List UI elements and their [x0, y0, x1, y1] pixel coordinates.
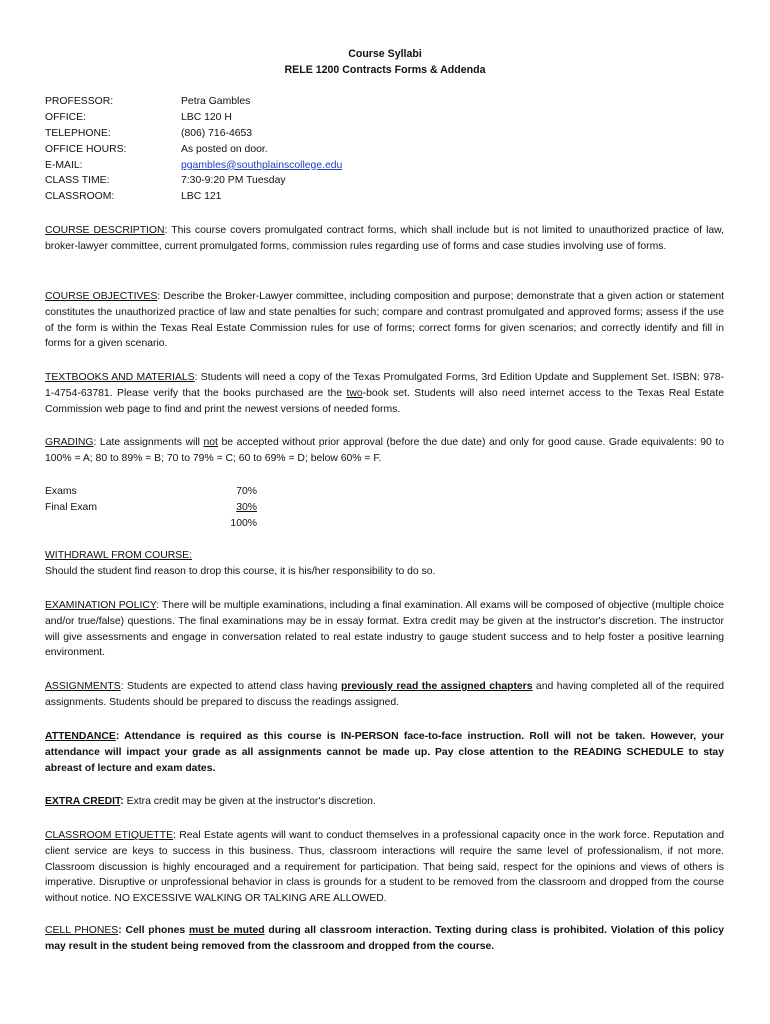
textbooks-text-b: -book set. Students will also need internet access to the Texas Real Estate Commission web page to find and print the newest versions of needed forms.: [45, 387, 724, 415]
info-row-telephone: [45, 126, 342, 142]
exams-label: Exams: [45, 486, 77, 497]
course-objectives-text: : Describe the Broker-Lawyer committee, including composition and purpose; demonstrate that a given action or statement constitutes the unauthorized practice of law and state penalties for such; compare and contrast promulgated and approved forms; assess if the use of the form is within the Texas Real Estate Commission rules for use of forms; correct forms for given scenarios; and correctly identify and fill in forms for a given scenario.: [45, 291, 724, 350]
instructor-info: [45, 94, 342, 205]
grading-text-b: be accepted without prior approval (before the due date) and only for good cause. Grade equivalents: 90 to 100% = A; 80 to 89% = B; 70 to 79% = C; 60 to 69% = D; below 60% = F.: [45, 437, 724, 464]
withdrawal-heading: WITHDRAWL FROM COURSE:: [45, 550, 193, 561]
textbooks-text-a: : Students will need a copy of the Texas Promulgated Forms, 3rd Edition Update and Supplement Set. ISBN: 978-1-4754-63781. Please verify that the books purchased are the: [45, 372, 724, 399]
section-assignments: [45, 679, 724, 711]
telephone-value: (806) 716-4653: [181, 127, 253, 139]
class-time-value: 7:30-9:20 PM Tuesday: [181, 175, 286, 187]
telephone-label: TELEPHONE:: [45, 127, 111, 139]
email-link[interactable]: pgambles@southplainscollege.edu: [181, 159, 343, 171]
extra-credit-heading: EXTRA CREDIT: [45, 796, 121, 807]
grade-row-final: [45, 500, 257, 516]
cell-phones-text-a: : Cell phones: [118, 925, 189, 936]
section-grading: [45, 435, 724, 467]
exams-value: 70%: [236, 486, 257, 497]
final-exam-label: Final Exam: [45, 502, 97, 513]
withdrawal-text: Should the student find reason to drop this course, it is his/her responsibility to do so.: [45, 565, 436, 577]
cell-phones-muted: must be muted: [188, 925, 265, 936]
info-row-office-hours: [45, 142, 342, 158]
professor-label: PROFESSOR:: [45, 96, 114, 107]
assignments-emphasis: previously read the assigned chapters: [340, 681, 533, 692]
attendance-text: : Attendance is required as this course is IN-PERSON face-to-face instruction. Roll will not be taken. However, your attendance will impact your grade as all assignments cannot be made up. Pay close attention to the READING SCHEDULE to stay abreast of lecture and exam dates.: [45, 731, 724, 774]
assignments-text-a: : Students are expected to attend class having: [120, 681, 341, 692]
classroom-etiquette-text: : Real Estate agents will want to conduct themselves in a professional capacity once in the work force. Reputation and client service are keys to success in this business. Thus, classroom interactions will require the same level of professionalism, if not more. Classroom discussion is highly encouraged and a requirement for participation. That being said, respect for the opinions and views of others is imperative. Disruptive or unprofessional behavior in class is grounds for a student to be removed from the classroom and dropped from the course without notice. NO EXCESSIVE WALKING OR TALKING ARE ALLOWED.: [45, 830, 724, 905]
extra-credit-colon: :: [120, 796, 124, 807]
cell-phones-heading: CELL PHONES: [45, 925, 119, 936]
info-row-class-time: [45, 173, 342, 189]
grade-row-exams: [45, 484, 257, 500]
info-row-office: [45, 110, 342, 126]
textbooks-heading: TEXTBOOKS AND MATERIALS: [45, 372, 195, 383]
cell-phones-text-b: during all classroom interaction. Texting during class is prohibited. Violation of this policy may result in the student being removed from the classroom and dropped from the course.: [45, 925, 725, 952]
course-title: RELE 1200 Contracts Forms & Addenda: [284, 64, 486, 76]
section-attendance: [45, 729, 724, 776]
examination-policy-text: : There will be multiple examinations, including a final examination. All exams will be composed of objective (multiple choice and/or true/false) questions. The final examinations may be in essay format. Extra credit may be given at the instructor's discretion. The instructor will give assessments and engage in conversation related to real estate industry to gauge student success and to help foster a positive learning environment.: [45, 600, 724, 659]
examination-policy-heading: EXAMINATION POLICY: [45, 600, 157, 611]
section-classroom-etiquette: [45, 828, 724, 907]
email-label: E-MAIL:: [45, 159, 83, 171]
section-withdrawal: [45, 548, 724, 580]
info-row-classroom: [45, 189, 342, 205]
office-value: LBC 120 H: [181, 111, 232, 123]
assignments-heading: ASSIGNMENTS: [45, 681, 121, 692]
section-course-description: [45, 223, 724, 255]
attendance-heading: ATTENDANCE: [45, 731, 116, 742]
final-exam-value: 30%: [236, 502, 257, 513]
section-cell-phones: [45, 923, 724, 955]
info-row-email: [45, 158, 342, 174]
course-description-text: : This course covers promulgated contract forms, which shall include but is not limited to unauthorized practice of law, broker-lawyer committee, current promulgated forms, commission rules regarding use of forms and case studies involving use of forms.: [45, 225, 724, 252]
classroom-value: LBC 121: [181, 191, 222, 203]
section-textbooks: [45, 370, 724, 417]
classroom-etiquette-heading: CLASSROOM ETIQUETTE: [45, 830, 174, 841]
section-examination-policy: [45, 598, 724, 661]
office-label: OFFICE:: [45, 111, 86, 123]
class-time-label: CLASS TIME:: [45, 175, 110, 187]
doc-title: Course Syllabi: [348, 48, 422, 60]
grading-text-a: : Late assignments will: [93, 437, 204, 448]
assignments-text-b: and having completed all of the required assignments. Students should be prepared to discuss the readings assigned.: [45, 681, 724, 708]
grading-heading: GRADING: [45, 437, 94, 448]
course-description-heading: COURSE DESCRIPTION: [45, 225, 165, 236]
grade-row-total: [45, 516, 257, 532]
course-objectives-heading: COURSE OBJECTIVES: [45, 291, 158, 302]
info-row-professor: [45, 94, 342, 110]
grading-not: not: [203, 437, 218, 448]
total-value: 100%: [230, 518, 257, 529]
textbooks-two: two: [346, 387, 363, 399]
section-course-objectives: [45, 289, 724, 352]
classroom-label: CLASSROOM:: [45, 191, 115, 203]
office-hours-label: OFFICE HOURS:: [45, 143, 127, 155]
professor-value: Petra Gambles: [181, 96, 251, 107]
office-hours-value: As posted on door.: [181, 143, 268, 155]
grade-weights: [45, 484, 257, 532]
section-extra-credit: [45, 794, 724, 810]
extra-credit-text: Extra credit may be given at the instructor's discretion.: [123, 796, 376, 807]
